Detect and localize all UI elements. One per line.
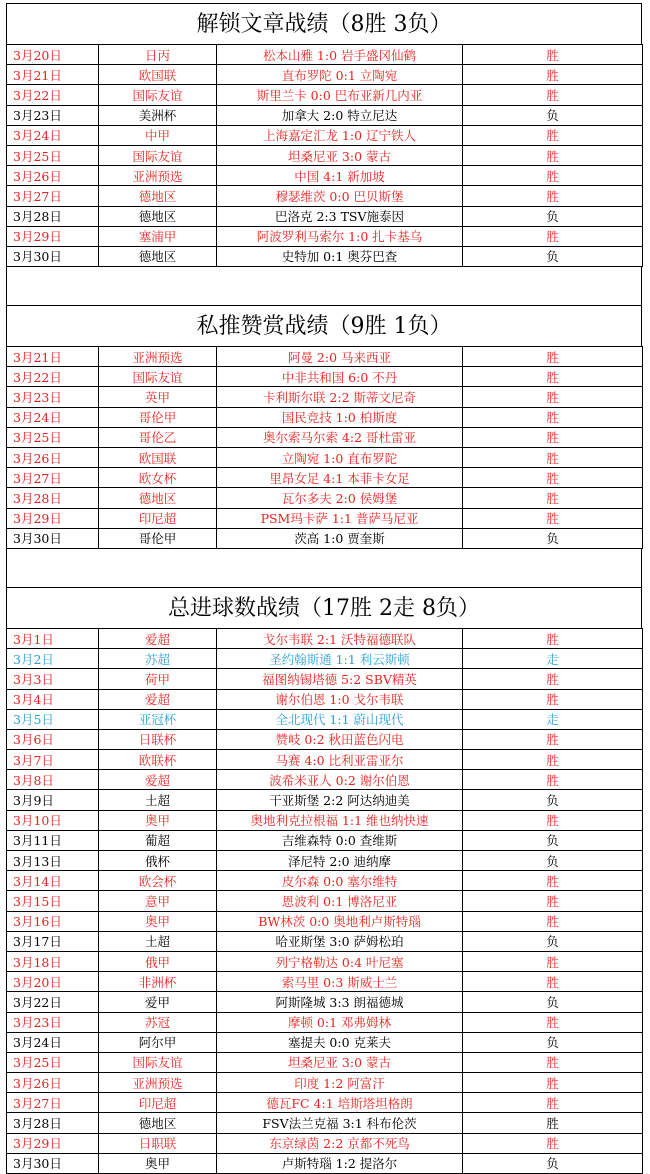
result-cell: 负: [463, 105, 643, 125]
match-cell: 吉维森特 0:0 查维斯: [217, 830, 463, 850]
table-row: [7, 669, 643, 689]
table-row: [7, 689, 643, 709]
result-cell: 胜: [463, 750, 643, 770]
result-cell: 胜: [463, 387, 643, 407]
table-row: [7, 750, 643, 770]
league-cell: 奥甲: [99, 810, 217, 830]
result-cell: 胜: [463, 1052, 643, 1072]
league-cell: 德地区: [99, 488, 217, 508]
date-cell: 3月8日: [7, 770, 99, 790]
date-cell: 3月1日: [7, 628, 99, 648]
table-row: [7, 427, 643, 447]
league-cell: 荷甲: [99, 669, 217, 689]
date-cell: 3月22日: [7, 85, 99, 105]
date-cell: 3月4日: [7, 689, 99, 709]
table-row: [7, 729, 643, 749]
result-cell: 胜: [463, 911, 643, 931]
match-cell: 坦桑尼亚 3:0 蒙古: [217, 145, 463, 165]
result-cell: 胜: [463, 1113, 643, 1133]
date-cell: 3月28日: [7, 488, 99, 508]
date-cell: 3月6日: [7, 729, 99, 749]
match-cell: 松本山雅 1:0 岩手盛冈仙鹤: [217, 45, 463, 65]
table-row: [7, 1012, 643, 1032]
match-cell: 东京绿茵 2:2 京都不死鸟: [217, 1133, 463, 1153]
table-row: [7, 206, 643, 226]
league-cell: 国际友谊: [99, 367, 217, 387]
results-table: [6, 346, 643, 549]
table-row: [7, 166, 643, 186]
league-cell: 欧联杯: [99, 750, 217, 770]
table-row: [7, 347, 643, 367]
result-cell: 负: [463, 790, 643, 810]
result-cell: 胜: [463, 508, 643, 528]
table-row: [7, 1032, 643, 1052]
match-cell: 摩顿 0:1 邓弗姆林: [217, 1012, 463, 1032]
match-cell: 塞提夫 0:0 克莱夫: [217, 1032, 463, 1052]
match-cell: 哈亚斯堡 3:0 萨姆松珀: [217, 931, 463, 951]
match-cell: 茨高 1:0 贾奎斯: [217, 528, 463, 548]
league-cell: 国际友谊: [99, 145, 217, 165]
date-cell: 3月29日: [7, 1133, 99, 1153]
date-cell: 3月26日: [7, 448, 99, 468]
table-row: [7, 105, 643, 125]
result-cell: 胜: [463, 1133, 643, 1153]
league-cell: 土超: [99, 790, 217, 810]
league-cell: 美洲杯: [99, 105, 217, 125]
table-row: [7, 1052, 643, 1072]
date-cell: 3月21日: [7, 347, 99, 367]
result-cell: 胜: [463, 891, 643, 911]
table-row: [7, 1113, 643, 1133]
match-cell: 瓦尔多夫 2:0 侯姆堡: [217, 488, 463, 508]
match-cell: 谢尔伯恩 1:0 戈尔韦联: [217, 689, 463, 709]
result-cell: 胜: [463, 166, 643, 186]
league-cell: 德地区: [99, 1113, 217, 1133]
match-cell: 巴洛克 2:3 TSV施泰因: [217, 206, 463, 226]
section-title: 私推赞赏战绩（9胜 1负）: [6, 305, 642, 346]
result-cell: 胜: [463, 448, 643, 468]
date-cell: 3月7日: [7, 750, 99, 770]
match-cell: 中国 4:1 新加坡: [217, 166, 463, 186]
result-cell: 负: [463, 246, 643, 266]
records-document: [6, 3, 642, 1174]
date-cell: 3月2日: [7, 649, 99, 669]
league-cell: 哥伦乙: [99, 427, 217, 447]
date-cell: 3月15日: [7, 891, 99, 911]
league-cell: 葡超: [99, 830, 217, 850]
table-row: [7, 891, 643, 911]
table-row: [7, 407, 643, 427]
match-cell: 国民竞技 1:0 柏斯度: [217, 407, 463, 427]
result-cell: 负: [463, 851, 643, 871]
date-cell: 3月3日: [7, 669, 99, 689]
table-row: [7, 810, 643, 830]
result-cell: 胜: [463, 226, 643, 246]
league-cell: 爱超: [99, 770, 217, 790]
match-cell: 阿波罗利马索尔 1:0 扎卡基乌: [217, 226, 463, 246]
result-cell: 胜: [463, 65, 643, 85]
result-cell: 负: [463, 1032, 643, 1052]
result-cell: 负: [463, 528, 643, 548]
league-cell: 亚洲预选: [99, 1073, 217, 1093]
league-cell: 苏冠: [99, 1012, 217, 1032]
result-cell: 负: [463, 1153, 643, 1173]
date-cell: 3月29日: [7, 226, 99, 246]
table-row: [7, 65, 643, 85]
match-cell: 全北现代 1:1 蔚山现代: [217, 709, 463, 729]
league-cell: 印尼超: [99, 1093, 217, 1113]
table-row: [7, 931, 643, 951]
league-cell: 奥甲: [99, 911, 217, 931]
league-cell: 国际友谊: [99, 85, 217, 105]
date-cell: 3月26日: [7, 1073, 99, 1093]
league-cell: 中甲: [99, 125, 217, 145]
result-cell: 负: [463, 206, 643, 226]
result-cell: 胜: [463, 1093, 643, 1113]
league-cell: 土超: [99, 931, 217, 951]
record-section: [6, 587, 642, 1174]
league-cell: 日联杯: [99, 729, 217, 749]
match-cell: 泽尼特 2:0 迪纳摩: [217, 851, 463, 871]
league-cell: 欧会杯: [99, 871, 217, 891]
table-row: [7, 790, 643, 810]
league-cell: 德地区: [99, 186, 217, 206]
date-cell: 3月23日: [7, 105, 99, 125]
match-cell: 奥尔索马尔索 4:2 哥杜雷亚: [217, 427, 463, 447]
match-cell: 奥地利克拉根福 1:1 维也纳快速: [217, 810, 463, 830]
match-cell: 直布罗陀 0:1 立陶宛: [217, 65, 463, 85]
result-cell: 胜: [463, 468, 643, 488]
match-cell: 里昂女足 4:1 本菲卡女足: [217, 468, 463, 488]
league-cell: 哥伦甲: [99, 407, 217, 427]
date-cell: 3月23日: [7, 387, 99, 407]
result-cell: 胜: [463, 669, 643, 689]
date-cell: 3月10日: [7, 810, 99, 830]
match-cell: 卢斯特瑙 1:2 提洛尔: [217, 1153, 463, 1173]
date-cell: 3月30日: [7, 1153, 99, 1173]
date-cell: 3月17日: [7, 931, 99, 951]
match-cell: 戈尔韦联 2:1 沃特福德联队: [217, 628, 463, 648]
match-cell: 圣约翰斯通 1:1 利云斯顿: [217, 649, 463, 669]
result-cell: 胜: [463, 488, 643, 508]
match-cell: 卡利斯尔联 2:2 斯蒂文尼奇: [217, 387, 463, 407]
section-spacer: [6, 267, 642, 305]
result-cell: 胜: [463, 689, 643, 709]
result-cell: 走: [463, 649, 643, 669]
league-cell: 俄杯: [99, 851, 217, 871]
table-row: [7, 85, 643, 105]
match-cell: 干亚斯堡 2:2 阿达纳迪美: [217, 790, 463, 810]
date-cell: 3月25日: [7, 145, 99, 165]
table-row: [7, 246, 643, 266]
result-cell: 胜: [463, 810, 643, 830]
match-cell: 立陶宛 1:0 直布罗陀: [217, 448, 463, 468]
table-row: [7, 628, 643, 648]
results-table: [6, 44, 643, 267]
match-cell: 穆瑟维茨 0:0 巴贝斯堡: [217, 186, 463, 206]
date-cell: 3月24日: [7, 125, 99, 145]
league-cell: 爱超: [99, 628, 217, 648]
league-cell: 日职联: [99, 1133, 217, 1153]
table-row: [7, 770, 643, 790]
result-cell: 胜: [463, 972, 643, 992]
match-cell: 索马里 0:3 斯威士兰: [217, 972, 463, 992]
date-cell: 3月13日: [7, 851, 99, 871]
date-cell: 3月28日: [7, 1113, 99, 1133]
match-cell: 上海嘉定汇龙 1:0 辽宁铁人: [217, 125, 463, 145]
league-cell: 阿尔甲: [99, 1032, 217, 1052]
league-cell: 英甲: [99, 387, 217, 407]
date-cell: 3月9日: [7, 790, 99, 810]
table-row: [7, 488, 643, 508]
result-cell: 胜: [463, 145, 643, 165]
table-row: [7, 1133, 643, 1153]
match-cell: 坦桑尼亚 3:0 蒙古: [217, 1052, 463, 1072]
table-row: [7, 145, 643, 165]
league-cell: 爱超: [99, 689, 217, 709]
date-cell: 3月27日: [7, 1093, 99, 1113]
match-cell: 波希米亚人 0:2 谢尔伯恩: [217, 770, 463, 790]
result-cell: 胜: [463, 85, 643, 105]
league-cell: 德地区: [99, 246, 217, 266]
match-cell: 中非共和国 6:0 不丹: [217, 367, 463, 387]
table-row: [7, 468, 643, 488]
section-title: 总进球数战绩（17胜 2走 8负）: [6, 587, 642, 628]
match-cell: 皮尔森 0:0 塞尔维特: [217, 871, 463, 891]
result-cell: 胜: [463, 186, 643, 206]
date-cell: 3月30日: [7, 246, 99, 266]
match-cell: 阿斯隆城 3:3 朗福德城: [217, 992, 463, 1012]
result-cell: 负: [463, 992, 643, 1012]
section-spacer: [6, 549, 642, 587]
table-row: [7, 911, 643, 931]
match-cell: BW林茨 0:0 奥地利卢斯特瑙: [217, 911, 463, 931]
league-cell: 国际友谊: [99, 1052, 217, 1072]
date-cell: 3月25日: [7, 427, 99, 447]
match-cell: 史特加 0:1 奥芬巴查: [217, 246, 463, 266]
section-title: 解锁文章战绩（8胜 3负）: [6, 3, 642, 44]
league-cell: 亚洲预选: [99, 166, 217, 186]
table-row: [7, 448, 643, 468]
league-cell: 塞浦甲: [99, 226, 217, 246]
result-cell: 胜: [463, 1073, 643, 1093]
league-cell: 苏超: [99, 649, 217, 669]
table-row: [7, 125, 643, 145]
league-cell: 亚洲预选: [99, 347, 217, 367]
league-cell: 欧国联: [99, 65, 217, 85]
league-cell: 非洲杯: [99, 972, 217, 992]
match-cell: 斯里兰卡 0:0 巴布亚新几内亚: [217, 85, 463, 105]
league-cell: 印尼超: [99, 508, 217, 528]
date-cell: 3月23日: [7, 1012, 99, 1032]
result-cell: 胜: [463, 347, 643, 367]
table-row: [7, 871, 643, 891]
match-cell: 马赛 4:0 比利亚雷亚尔: [217, 750, 463, 770]
result-cell: 胜: [463, 951, 643, 971]
date-cell: 3月29日: [7, 508, 99, 528]
date-cell: 3月22日: [7, 992, 99, 1012]
match-cell: 列宁格勒达 0:4 叶尼塞: [217, 951, 463, 971]
table-row: [7, 951, 643, 971]
table-row: [7, 367, 643, 387]
result-cell: 胜: [463, 407, 643, 427]
record-section: [6, 3, 642, 267]
league-cell: 欧女杯: [99, 468, 217, 488]
match-cell: PSM玛卡萨 1:1 普萨马尼亚: [217, 508, 463, 528]
date-cell: 3月26日: [7, 166, 99, 186]
date-cell: 3月21日: [7, 65, 99, 85]
date-cell: 3月5日: [7, 709, 99, 729]
table-row: [7, 1093, 643, 1113]
date-cell: 3月24日: [7, 1032, 99, 1052]
match-cell: 德瓦FC 4:1 培斯塔坦格朗: [217, 1093, 463, 1113]
table-row: [7, 972, 643, 992]
date-cell: 3月20日: [7, 45, 99, 65]
league-cell: 德地区: [99, 206, 217, 226]
table-row: [7, 830, 643, 850]
table-row: [7, 649, 643, 669]
match-cell: 恩波利 0:1 博洛尼亚: [217, 891, 463, 911]
table-row: [7, 709, 643, 729]
table-row: [7, 851, 643, 871]
league-cell: 亚冠杯: [99, 709, 217, 729]
result-cell: 胜: [463, 427, 643, 447]
table-row: [7, 508, 643, 528]
sections-container: [6, 3, 642, 1174]
result-cell: 胜: [463, 367, 643, 387]
date-cell: 3月18日: [7, 951, 99, 971]
date-cell: 3月16日: [7, 911, 99, 931]
league-cell: 意甲: [99, 891, 217, 911]
date-cell: 3月27日: [7, 468, 99, 488]
league-cell: 爱甲: [99, 992, 217, 1012]
table-row: [7, 186, 643, 206]
match-cell: 阿曼 2:0 马来西亚: [217, 347, 463, 367]
league-cell: 俄甲: [99, 951, 217, 971]
table-row: [7, 528, 643, 548]
league-cell: 日丙: [99, 45, 217, 65]
date-cell: 3月30日: [7, 528, 99, 548]
date-cell: 3月11日: [7, 830, 99, 850]
league-cell: 欧国联: [99, 448, 217, 468]
result-cell: 走: [463, 709, 643, 729]
result-cell: 胜: [463, 770, 643, 790]
result-cell: 胜: [463, 729, 643, 749]
match-cell: 福图纳锡塔德 5:2 SBV精英: [217, 669, 463, 689]
table-row: [7, 1153, 643, 1173]
date-cell: 3月22日: [7, 367, 99, 387]
result-cell: 胜: [463, 628, 643, 648]
results-table: [6, 628, 643, 1174]
league-cell: 奥甲: [99, 1153, 217, 1173]
result-cell: 负: [463, 931, 643, 951]
match-cell: 印度 1:2 阿富汗: [217, 1073, 463, 1093]
table-row: [7, 226, 643, 246]
result-cell: 胜: [463, 1012, 643, 1032]
match-cell: 加拿大 2:0 特立尼达: [217, 105, 463, 125]
table-row: [7, 387, 643, 407]
date-cell: 3月27日: [7, 186, 99, 206]
record-section: [6, 305, 642, 549]
table-row: [7, 1073, 643, 1093]
date-cell: 3月14日: [7, 871, 99, 891]
match-cell: 赞岐 0:2 秋田蓝色闪电: [217, 729, 463, 749]
result-cell: 胜: [463, 125, 643, 145]
table-row: [7, 45, 643, 65]
date-cell: 3月25日: [7, 1052, 99, 1072]
date-cell: 3月28日: [7, 206, 99, 226]
match-cell: FSV法兰克福 3:1 科布伦茨: [217, 1113, 463, 1133]
date-cell: 3月24日: [7, 407, 99, 427]
table-row: [7, 992, 643, 1012]
date-cell: 3月20日: [7, 972, 99, 992]
result-cell: 胜: [463, 45, 643, 65]
result-cell: 胜: [463, 871, 643, 891]
league-cell: 哥伦甲: [99, 528, 217, 548]
result-cell: 负: [463, 830, 643, 850]
